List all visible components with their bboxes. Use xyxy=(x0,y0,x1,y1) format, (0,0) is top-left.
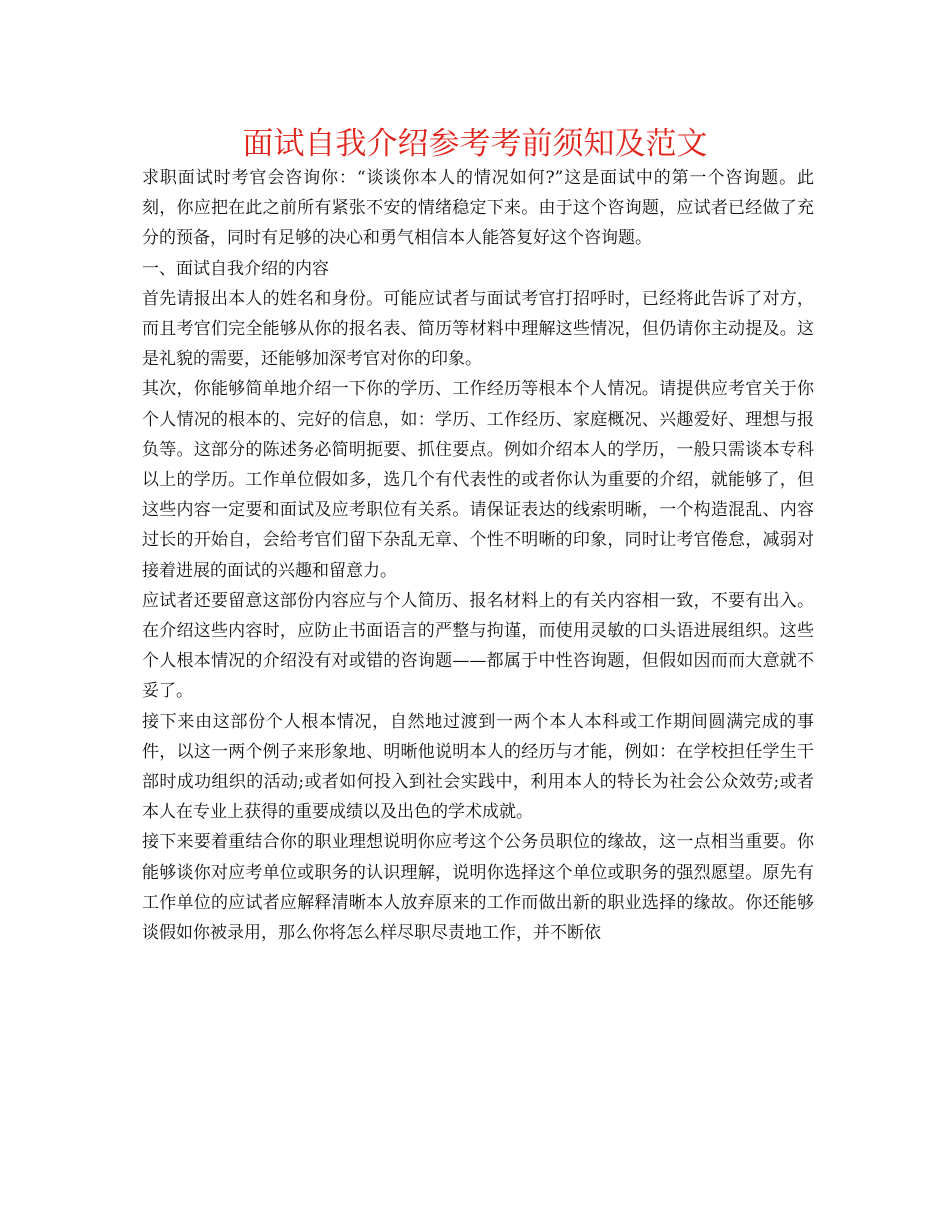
paragraph-consistency: 应试者还要留意这部份内容应与个人简历、报名材料上的有关内容相一致，不要有出入。在介绍这些内容时，应防止书面语言的严整与拘谨，而使用灵敏的口头语进展组织。这些个人根本情况的介绍没有对或错的咨询题——都属于中性咨询题，但假如因而而大意就不妥了。 xyxy=(142,590,814,702)
paragraph-background: 其次，你能够简单地介绍一下你的学历、工作经历等根本个人情况。请提供应考官关于你个人情况的根本的、完好的信息，如：学历、工作经历、家庭概况、兴趣爱好、理想与报负等。这部分的陈述务必简明扼要、抓住要点。例如介绍本人的学历，一般只需谈本专科以上的学历。工作单位假如多，选几个有代表性的或者你认为重要的介绍，就能够了，但这些内容一定要和面试及应考职位有关系。请保证表达的线索明晰，一个构造混乱、内容过长的开始自，会给考官们留下杂乱无章、个性不明晰的印象，同时让考官倦怠，减弱对接着进展的面试的兴趣和留意力。 xyxy=(142,379,814,581)
paragraph-intro: 求职面试时考官会咨询你：“谈谈你本人的情况如何?”这是面试中的第一个咨询题。此刻，你应把在此之前所有紧张不安的情绪稳定下来。由于这个咨询题，应试者已经做了充分的预备，同时有足够的决心和勇气相信本人能答复好这个咨询题。 xyxy=(142,168,814,249)
paragraph-examples: 接下来由这部份个人根本情况，自然地过渡到一两个本人本科或工作期间圆满完成的事件，以这一两个例子来形象地、明晰他说明本人的经历与才能，例如：在学校担任学生干部时成功组织的活动;或者如何投入到社会实践中，利用本人的特长为社会公众效劳;或者本人在专业上获得的重要成绩以及出色的学术成就。 xyxy=(142,711,814,823)
section-heading: 一、面试自我介绍的内容 xyxy=(142,258,329,279)
document-title: 面试自我介绍参考考前须知及范文 xyxy=(242,126,708,162)
paragraph-name-identity: 首先请报出本人的姓名和身份。可能应试者与面试考官打招呼时，已经将此告诉了对方，而且考官们完全能够从你的报名表、简历等材料中理解这些情况，但仍请你主动提及。这是礼貌的需要，还能够加深考官对你的印象。 xyxy=(142,288,814,370)
document-body xyxy=(142,163,814,948)
paragraph-motivation: 接下来要着重结合你的职业理想说明你应考这个公务员职位的缘故，这一点相当重要。你能够谈你对应考单位或职务的认识理解，说明你选择这个单位或职务的强烈愿望。原先有工作单位的应试者应解释清晰本人放弃原来的工作而做出新的职业选择的缘故。你还能够谈假如你被录用，那么你将怎么样尽职尽责地工作，并不断依 xyxy=(142,832,814,944)
